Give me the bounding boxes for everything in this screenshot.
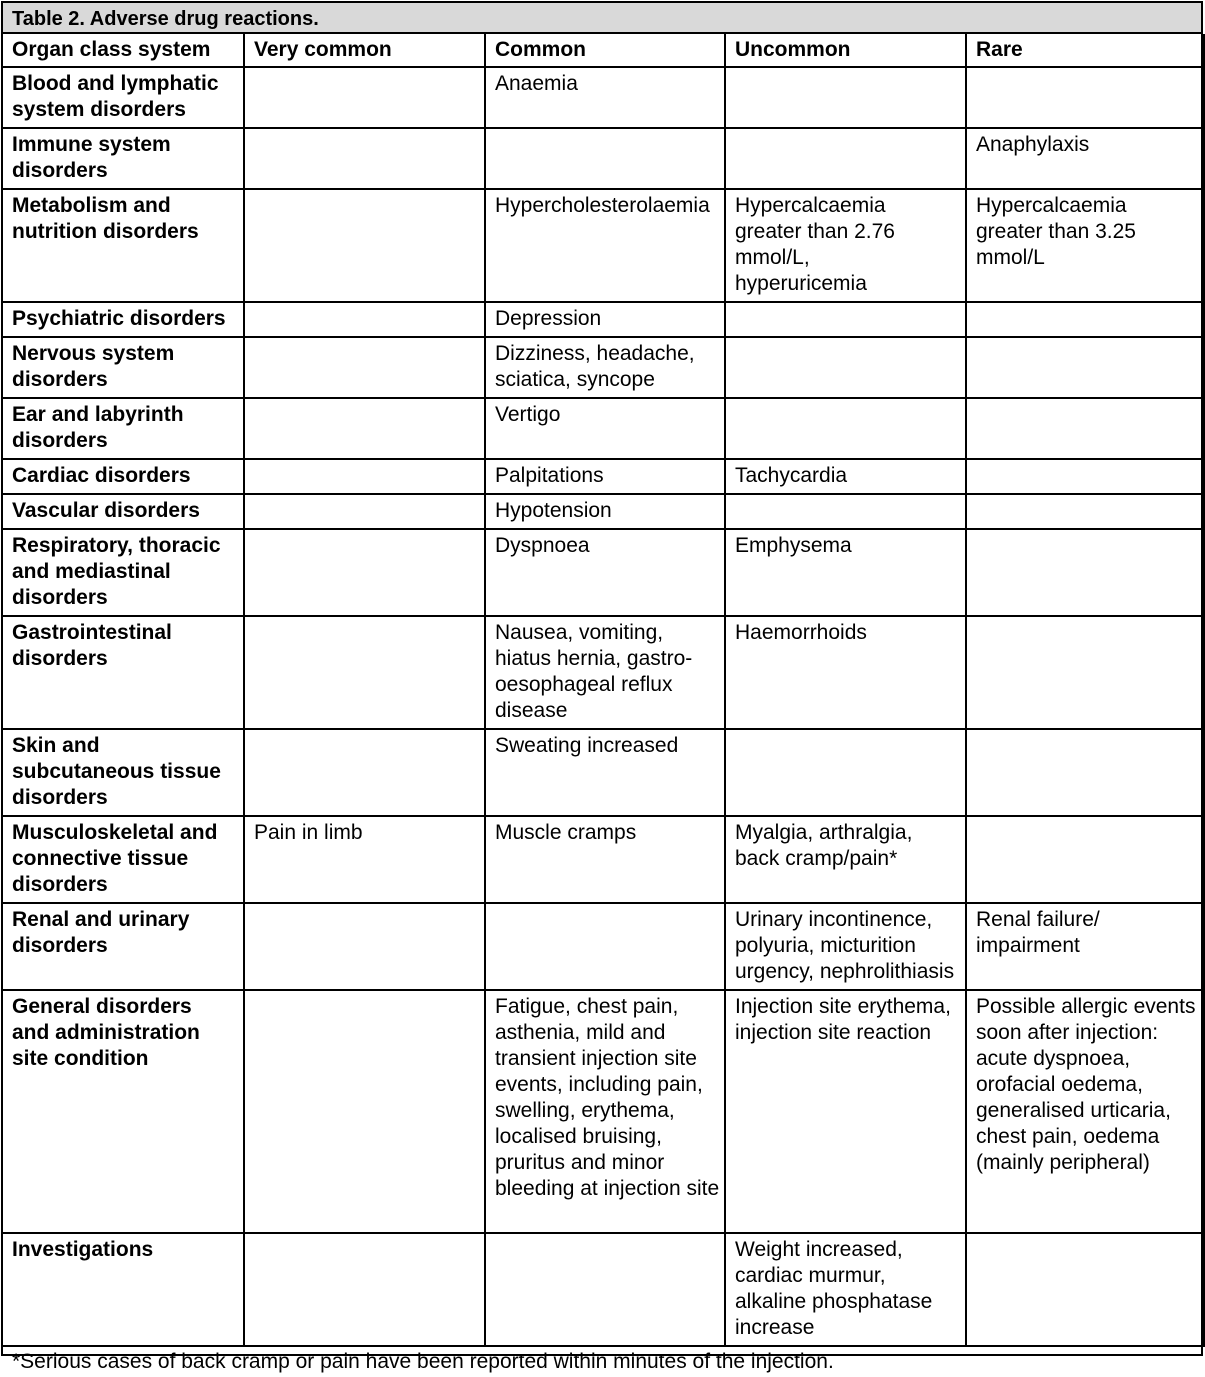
- table-row: [2, 990, 1204, 1233]
- common-cell: Anaemia: [485, 67, 725, 128]
- organ-cell: Metabolism and nutrition disorders: [2, 189, 244, 302]
- very-common-cell: [244, 398, 485, 459]
- table-row: [2, 494, 1204, 529]
- very-common-cell: [244, 302, 485, 337]
- column-header-very-common: Very common: [244, 34, 485, 67]
- common-cell: Vertigo: [485, 398, 725, 459]
- rare-cell: [966, 816, 1204, 903]
- uncommon-cell: Weight increased, cardiac murmur, alkaline phosphatase increase: [725, 1233, 966, 1346]
- table-row: [2, 337, 1204, 398]
- very-common-cell: [244, 1233, 485, 1346]
- rare-cell: [966, 529, 1204, 616]
- common-cell: Muscle cramps: [485, 816, 725, 903]
- table-title: Table 2. Adverse drug reactions.: [3, 3, 1201, 34]
- table-row: [2, 616, 1204, 729]
- table-row: [2, 903, 1204, 990]
- very-common-cell: [244, 494, 485, 529]
- very-common-cell: [244, 67, 485, 128]
- uncommon-cell: Hypercalcaemia greater than 2.76 mmol/L, hyperuricemia: [725, 189, 966, 302]
- uncommon-cell: Injection site erythema, injection site reaction: [725, 990, 966, 1233]
- column-header-rare: Rare: [966, 34, 1204, 67]
- common-cell: Sweating increased: [485, 729, 725, 816]
- uncommon-cell: Emphysema: [725, 529, 966, 616]
- table-row: [2, 816, 1204, 903]
- common-cell: [485, 903, 725, 990]
- organ-cell: Vascular disorders: [2, 494, 244, 529]
- uncommon-cell: [725, 398, 966, 459]
- very-common-cell: [244, 189, 485, 302]
- rare-cell: [966, 398, 1204, 459]
- column-header-organ: Organ class system: [2, 34, 244, 67]
- very-common-cell: [244, 990, 485, 1233]
- organ-cell: Respiratory, thoracic and mediastinal disorders: [2, 529, 244, 616]
- common-cell: Fatigue, chest pain, asthenia, mild and transient injection site events, including pain, swelling, erythema, localised bruising, pruritus and minor bleeding at injection site: [485, 990, 725, 1233]
- table-row: [2, 398, 1204, 459]
- common-cell: Hypercholesterolaemia: [485, 189, 725, 302]
- table-row: [2, 529, 1204, 616]
- very-common-cell: [244, 459, 485, 494]
- adverse-reactions-table: [1, 34, 1205, 1347]
- common-cell: Dizziness, headache, sciatica, syncope: [485, 337, 725, 398]
- table-row: [2, 189, 1204, 302]
- uncommon-cell: [725, 729, 966, 816]
- very-common-cell: [244, 616, 485, 729]
- header-row: [2, 34, 1204, 67]
- organ-cell: Blood and lymphatic system disorders: [2, 67, 244, 128]
- very-common-cell: [244, 729, 485, 816]
- table-row: [2, 459, 1204, 494]
- very-common-cell: [244, 903, 485, 990]
- uncommon-cell: [725, 337, 966, 398]
- adverse-reactions-table-container: [1, 1, 1203, 1373]
- table-row: [2, 729, 1204, 816]
- very-common-cell: Pain in limb: [244, 816, 485, 903]
- organ-cell: Nervous system disorders: [2, 337, 244, 398]
- common-cell: [485, 1233, 725, 1346]
- uncommon-cell: [725, 302, 966, 337]
- common-cell: [485, 128, 725, 189]
- rare-cell: Hypercalcaemia greater than 3.25 mmol/L: [966, 189, 1204, 302]
- uncommon-cell: Tachycardia: [725, 459, 966, 494]
- uncommon-cell: Myalgia, arthralgia, back cramp/pain*: [725, 816, 966, 903]
- rare-cell: [966, 67, 1204, 128]
- rare-cell: [966, 494, 1204, 529]
- rare-cell: [966, 337, 1204, 398]
- uncommon-cell: [725, 128, 966, 189]
- organ-cell: Cardiac disorders: [2, 459, 244, 494]
- rare-cell: Renal failure/ impairment: [966, 903, 1204, 990]
- rare-cell: Possible allergic events soon after injection: acute dyspnoea, orofacial oedema, generalised urticaria, chest pain, oedema (mainly peripheral): [966, 990, 1204, 1233]
- rare-cell: Anaphylaxis: [966, 128, 1204, 189]
- table-row: [2, 302, 1204, 337]
- very-common-cell: [244, 529, 485, 616]
- very-common-cell: [244, 337, 485, 398]
- common-cell: Palpitations: [485, 459, 725, 494]
- table-row: [2, 1233, 1204, 1346]
- common-cell: Dyspnoea: [485, 529, 725, 616]
- organ-cell: Renal and urinary disorders: [2, 903, 244, 990]
- rare-cell: [966, 616, 1204, 729]
- table-row: [2, 128, 1204, 189]
- organ-cell: Musculoskeletal and connective tissue disorders: [2, 816, 244, 903]
- organ-cell: General disorders and administration site condition: [2, 990, 244, 1233]
- common-cell: Nausea, vomiting, hiatus hernia, gastro-oesophageal reflux disease: [485, 616, 725, 729]
- organ-cell: Skin and subcutaneous tissue disorders: [2, 729, 244, 816]
- uncommon-cell: [725, 494, 966, 529]
- uncommon-cell: [725, 67, 966, 128]
- common-cell: Depression: [485, 302, 725, 337]
- rare-cell: [966, 459, 1204, 494]
- organ-cell: Gastrointestinal disorders: [2, 616, 244, 729]
- organ-cell: Investigations: [2, 1233, 244, 1346]
- rare-cell: [966, 302, 1204, 337]
- organ-cell: Psychiatric disorders: [2, 302, 244, 337]
- column-header-uncommon: Uncommon: [725, 34, 966, 67]
- column-header-common: Common: [485, 34, 725, 67]
- rare-cell: [966, 729, 1204, 816]
- organ-cell: Ear and labyrinth disorders: [2, 398, 244, 459]
- table-footnote: *Serious cases of back cramp or pain have been reported within minutes of the injection.: [3, 1345, 1201, 1377]
- common-cell: Hypotension: [485, 494, 725, 529]
- table-row: [2, 67, 1204, 128]
- uncommon-cell: Urinary incontinence, polyuria, micturition urgency, nephrolithiasis: [725, 903, 966, 990]
- uncommon-cell: Haemorrhoids: [725, 616, 966, 729]
- organ-cell: Immune system disorders: [2, 128, 244, 189]
- very-common-cell: [244, 128, 485, 189]
- rare-cell: [966, 1233, 1204, 1346]
